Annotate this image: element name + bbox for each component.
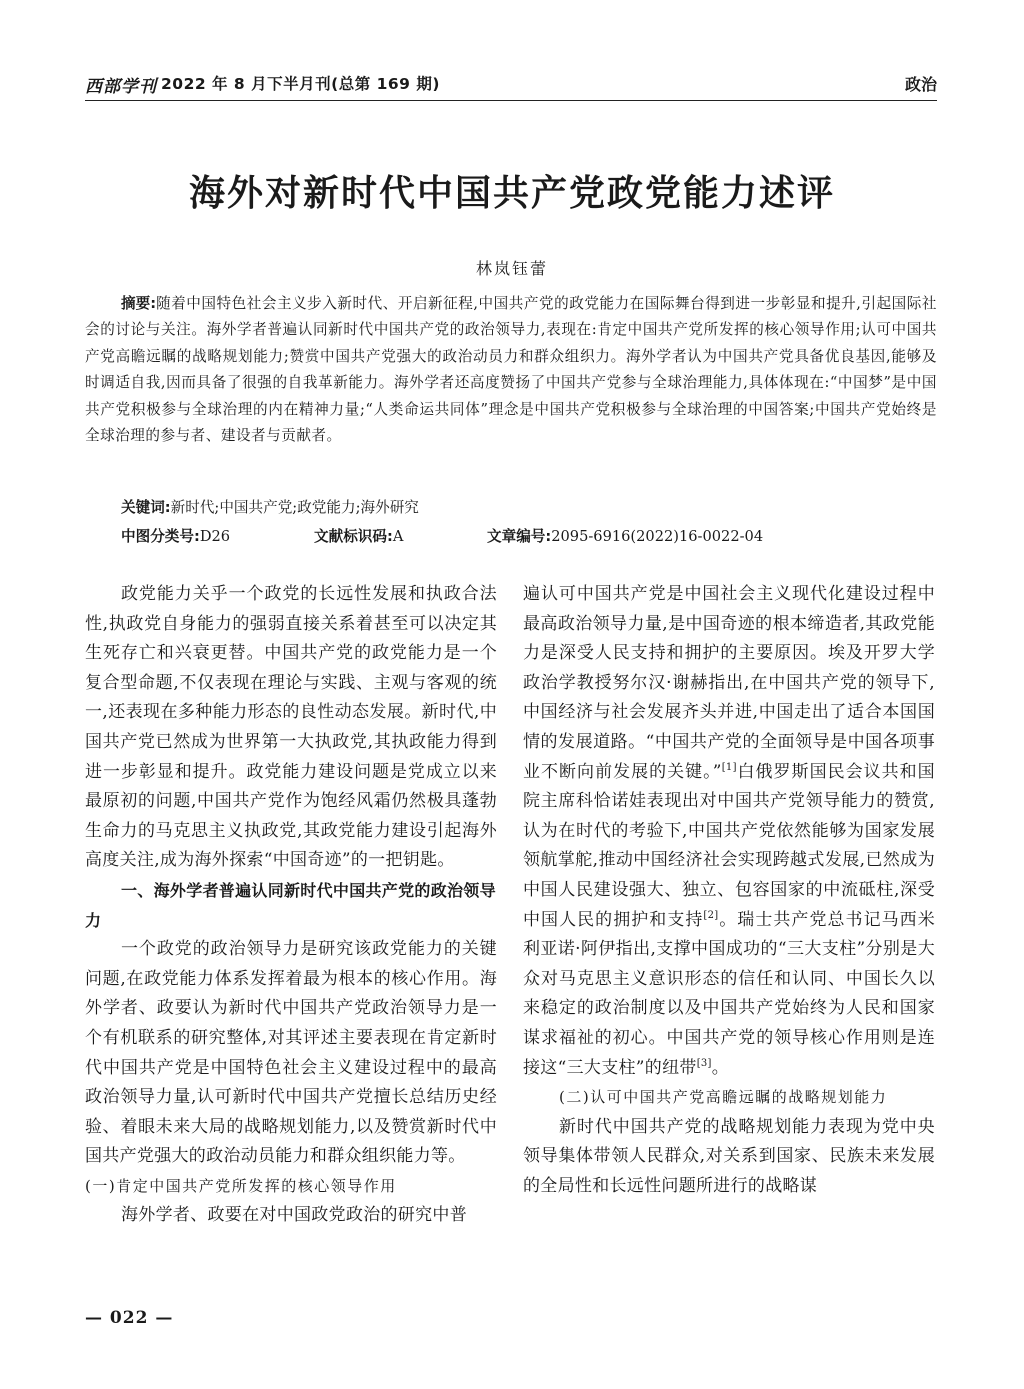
continued-paragraph (523, 580, 935, 1083)
page-number: — 022 — (85, 1308, 174, 1328)
doc-code-label: 文献标识码: (314, 528, 393, 545)
abstract (85, 291, 937, 449)
citation-ref-1: [1] (721, 761, 737, 773)
clc-label: 中图分类号: (121, 528, 200, 545)
running-header (85, 70, 937, 101)
doc-code-value: A (392, 528, 404, 545)
right-column (523, 580, 935, 1201)
paragraph-segment: 白俄罗斯国民会议共和国院主席科恰诺娃表现出对中国共产党领导能力的赞赏,认为在时代的考验下,中国共产党依然能够为国家发展领航掌舵,推动中国经济社会实现跨越式发展,已然成为中国人民建设强大、独立、包容国家的中流砥柱,深受中国人民的拥护和支持 (523, 761, 935, 930)
author-name: 林岚钰蕾 (475, 259, 548, 278)
section-name: 政治 (904, 75, 937, 94)
abstract-label: 摘要: (121, 295, 157, 312)
subsection-1-paragraph: 海外学者、政要在对中国政党政治的研究中普 (121, 1205, 467, 1226)
paragraph-segment: 遍认可中国共产党是中国社会主义现代化建设过程中最高政治领导力量,是中国奇迹的根本缔造者,其政党能力是深受人民支持和拥护的主要原因。埃及开罗大学政治学教授努尔汉·谢赫指出,在中国共产党的领导下,中国经济与社会发展齐头并进,中国走出了适合本国国情的发展道路。“中国共产党的全面领导是中国各项事业不断向前发展的关键。” (523, 584, 935, 782)
section-heading-1: 一、海外学者普遍认同新时代中国共产党的政治领导力 (85, 880, 496, 930)
article-no-value: 2095-6916(2022)16-0022-04 (551, 528, 764, 545)
intro-paragraph: 政党能力关乎一个政党的长远性发展和执政合法性,执政党自身能力的强弱直接关系着甚至可以决定其生死存亡和兴衰更替。中国共产党的政党能力是一个复合型命题,不仅表现在理论与实践、主观与客观的统一,还表现在多种能力形态的良性动态发展。新时代,中国共产党已然成为世界第一大执政党,其执政能力得到进一步彰显和提升。政党能力建设问题是党成立以来最原初的问题,中国共产党作为饱经风霜仍然极具蓬勃生命力的马克思主义执政党,其政党能力建设引起海外高度关注,成为海外探索“中国奇迹”的一把钥匙。 (85, 584, 497, 871)
subsection-heading-1: (一)肯定中国共产党所发挥的核心领导作用 (85, 1176, 397, 1195)
doc-code-item (314, 527, 403, 547)
paragraph-segment: 。瑞士共产党总书记马西米利亚诺·阿伊指出,支撑中国成功的“三大支柱”分别是大众对马克思主义意识形态的信任和认同、中国长久以来稳定的政治制度以及中国共产党始终为人民和国家谋求福祉的初心。中国共产党的领导核心作用则是连接这“三大支柱”的纽带 (523, 909, 935, 1078)
left-column (85, 580, 497, 1231)
citation-ref-2: [2] (703, 909, 719, 921)
clc-value: D26 (199, 528, 231, 545)
abstract-text: 随着中国特色社会主义步入新时代、开启新征程,中国共产党的政党能力在国际舞台得到进一步彰显和提升,引起国际社会的讨论与关注。海外学者普遍认同新时代中国共产党的政治领导力,表现在:肯定中国共产党所发挥的核心领导作用;认可中国共产党高瞻远瞩的战略规划能力;赞赏中国共产党强大的政治动员力和群众组织力。海外学者认为中国共产党具备优良基因,能够及时调适自我,因而具备了很强的自我革新能力。海外学者还高度赞扬了中国共产党参与全球治理能力,具体体现在:“中国梦”是中国共产党积极参与全球治理的内在精神力量;“人类命运共同体”理念是中国共产党积极参与全球治理的中国答案;中国共产党始终是全球治理的参与者、建设者与贡献者。 (85, 295, 937, 445)
keywords-row (121, 498, 419, 518)
citation-ref-3: [3] (696, 1057, 712, 1069)
subsection-heading-2: (二)认可中国共产党高瞻远瞩的战略规划能力 (559, 1088, 888, 1107)
subsection-2-paragraph: 新时代中国共产党的战略规划能力表现为党中央领导集体带领人民群众,对关系到国家、民族未来发展的全局性和长远性问题所进行的战略谋 (523, 1116, 935, 1196)
clc-item (121, 527, 230, 547)
article-no-item (487, 527, 763, 547)
keywords-label: 关键词: (121, 499, 171, 516)
journal-logo: 西部学刊 (85, 77, 157, 97)
keywords-text: 新时代;中国共产党;政党能力;海外研究 (170, 499, 419, 516)
paragraph-segment: 。 (711, 1057, 730, 1078)
article-no-label: 文章编号: (487, 528, 552, 545)
section-1-paragraph: 一个政党的政治领导力是研究该政党能力的关键问题,在政党能力体系发挥着最为根本的核心作用。海外学者、政要认为新时代中国共产党政治领导力是一个有机联系的研究整体,对其评述主要表现在肯定新时代中国共产党是中国特色社会主义建设过程中的最高政治领导力量,认可新时代中国共产党擅长总结历史经验、着眼未来大局的战略规划能力,以及赞赏新时代中国共产党强大的政治动员能力和群众组织能力等。 (85, 939, 497, 1167)
issue-info: 2022 年 8 月下半月刊(总第 169 期) (161, 75, 440, 93)
article-title: 海外对新时代中国共产党政党能力述评 (188, 173, 835, 214)
